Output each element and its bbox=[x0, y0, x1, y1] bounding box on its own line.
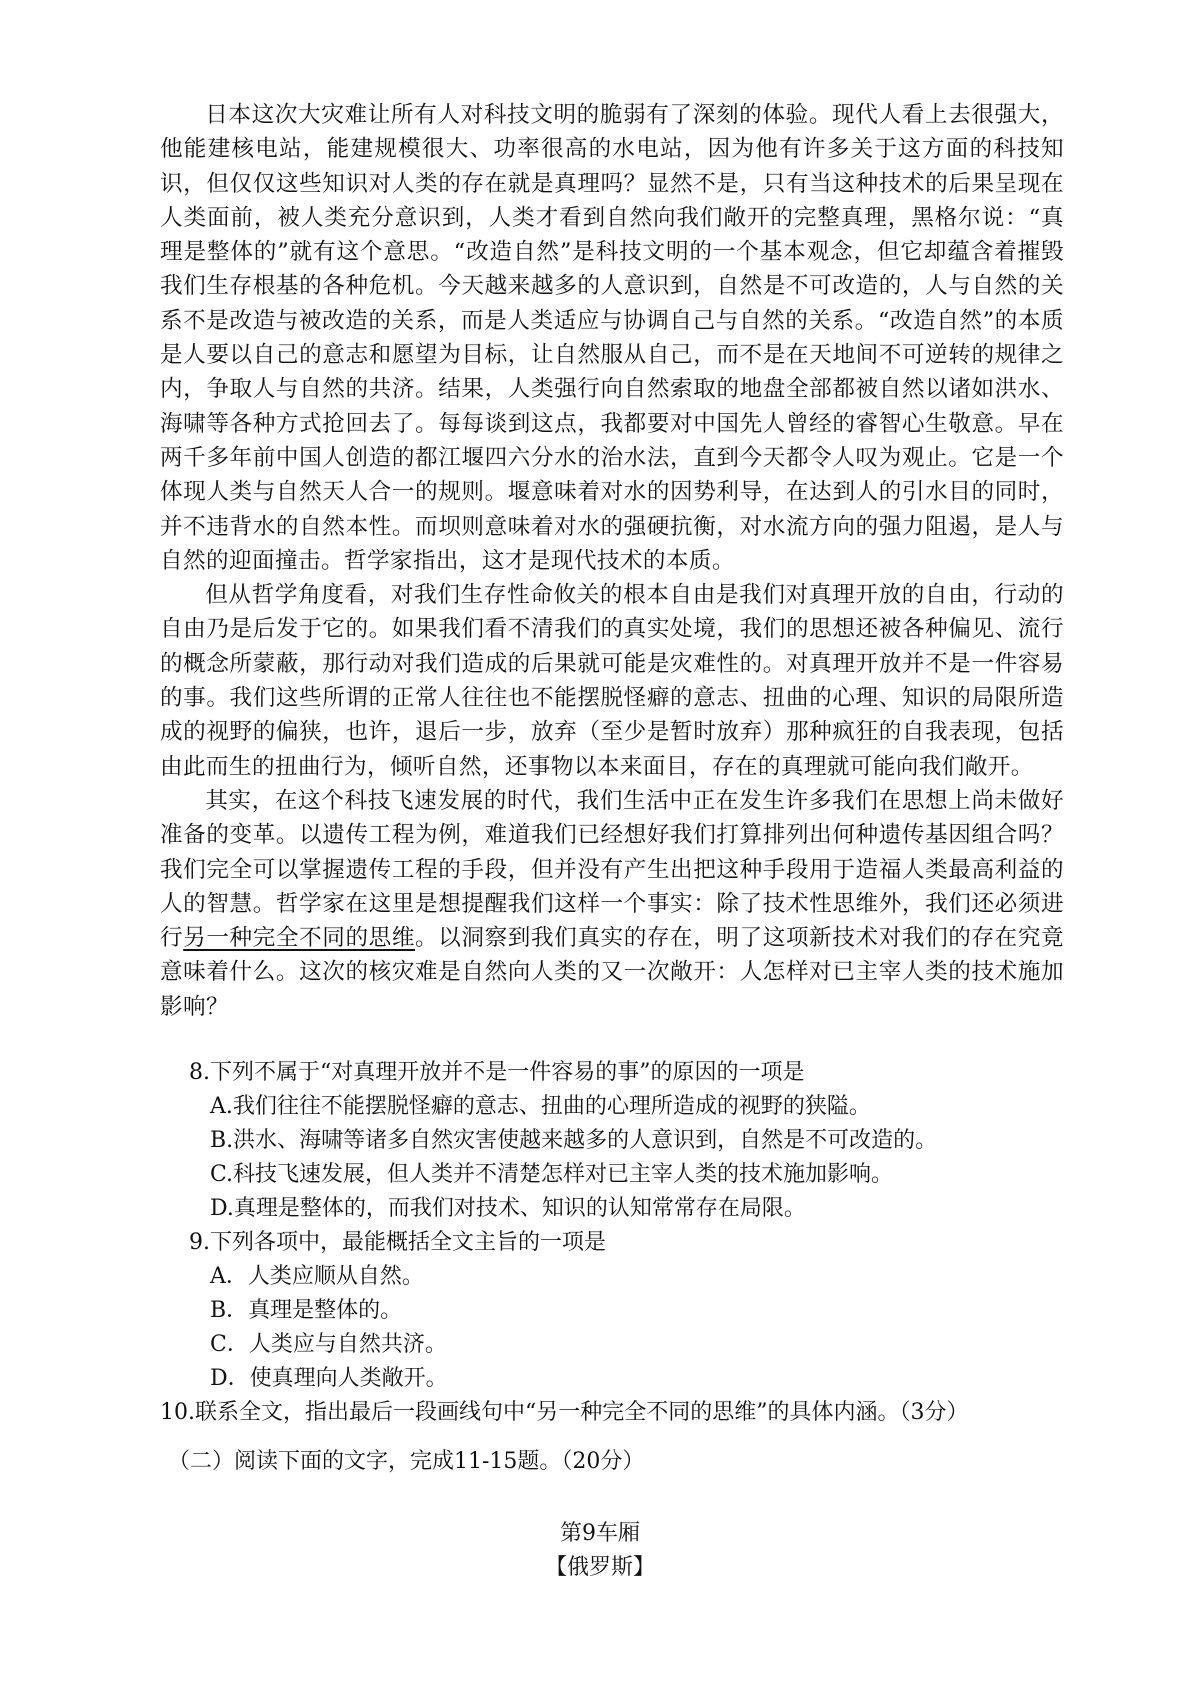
question-8-option-c: C.科技飞速发展，但人类并不清楚怎样对已主宰人类的技术施加影响。 bbox=[210, 1162, 894, 1187]
section-heading: （二）阅读下面的文字，完成11-15题。（20分） bbox=[168, 1449, 645, 1474]
question-9-option-c: C．人类应与自然共济。 bbox=[210, 1332, 447, 1357]
question-9-option-b: B．真理是整体的。 bbox=[210, 1298, 403, 1323]
question-9-stem: 9.下列各项中，最能概括全文主旨的一项是 bbox=[189, 1230, 606, 1255]
question-9-option-d: D．使真理向人类敞开。 bbox=[210, 1366, 448, 1391]
story-title: 第9车厢 bbox=[560, 1521, 640, 1546]
paragraph-3-text-before: 其实，在这个科技飞速发展的时代，我们生活中正在发生许多我们在思想上尚未做好准备的变革。以遗传工程为例，难道我们已经想好我们打算排列出何种遗传基因组合吗？我们完全可以掌握遗传工程的手段，但并没有产生出把这种手段用于造福人类最高利益的人的智慧。哲学家在这里是想提醒我们这样一个事实：除了技术性思维外，我们还必须进行 bbox=[160, 787, 1064, 952]
paragraph-3-text-after: 。以洞察到我们真实的存在，明了这项新技术对我们的存在究竟意味着什么。这次的核灾难是自然向人类的又一次敞开：人怎样对已主宰人类的技术施加影响？ bbox=[160, 925, 1064, 1020]
question-list bbox=[160, 1056, 1080, 1430]
passage-paragraph-3 bbox=[160, 784, 1064, 1024]
passage-paragraph-2: 但从哲学角度看，对我们生存性命攸关的根本自由是我们对真理开放的自由，行动的自由乃是后发于它的。如果我们看不清我们的真实处境，我们的思想还被各种偏见、流行的概念所蒙蔽，那行动对我们造成的后果就可能是灾难性的。对真理开放并不是一件容易的事。我们这些所谓的正常人往往也不能摆脱怪癖的意志、扭曲的心理、知识的局限所造成的视野的偏狭，也许，退后一步，放弃（至少是暂时放弃）那种疯狂的自我表现，包括由此而生的扭曲行为，倾听自然，还事物以本来面目，存在的真理就可能向我们敞开。 bbox=[160, 582, 1064, 780]
question-8-option-b: B.洪水、海啸等诸多自然灾害使越来越多的人意识到，自然是不可改造的。 bbox=[210, 1128, 938, 1153]
question-10-stem: 10.联系全文，指出最后一段画线句中“另一种完全不同的思维”的具体内涵。（3分） bbox=[160, 1400, 969, 1425]
question-8-option-d: D.真理是整体的，而我们对技术、知识的认知常常存在局限。 bbox=[210, 1196, 806, 1221]
underlined-sentence: 另一种完全不同的思维 bbox=[183, 925, 416, 952]
passage-paragraph-1: 日本这次大灾难让所有人对科技文明的脆弱有了深刻的体验。现代人看上去很强大，他能建核电站，能建规模很大、功率很高的水电站，因为他有许多关于这方面的科技知识，但仅仅这些知识对人类的存在就是真理吗？显然不是，只有当这种技术的后果呈现在人类面前，被人类充分意识到，人类才看到自然向我们敞开的完整真理，黑格尔说：“真理是整体的”就有这个意思。“改造自然”是科技文明的一个基本观念，但它却蕴含着摧毁我们生存根基的各种危机。今天越来越多的人意识到，自然是不可改造的，人与自然的关系不是改造与被改造的关系，而是人类适应与协调自己与自然的关系。“改造自然”的本质是人要以自己的意志和愿望为目标，让自然服从自己，而不是在天地间不可逆转的规律之内，争取人与自然的共济。结果，人类强行向自然索取的地盘全部都被自然以诸如洪水、海啸等各种方式抢回去了。每每谈到这点，我都要对中国先人曾经的睿智心生敬意。早在两千多年前中国人创造的都江堰四六分水的治水法，直到今天都令人叹为观止。它是一个体现人类与自然天人合一的规则。堰意味着对水的因势利导，在达到人的引水目的同时，并不违背水的自然本性。而坝则意味着对水的强硬抗衡，对水流方向的强力阻遏，是人与自然的迎面撞击。哲学家指出，这才是现代技术的本质。 bbox=[160, 102, 1064, 574]
story-author-country: 【俄罗斯】 bbox=[544, 1555, 655, 1580]
reading-passage bbox=[160, 98, 1064, 1024]
question-8-option-a: A.我们往往不能摆脱怪癖的意志、扭曲的心理所造成的视野的狭隘。 bbox=[210, 1094, 871, 1119]
question-8-stem: 8.下列不属于“对真理开放并不是一件容易的事”的原因的一项是 bbox=[189, 1060, 805, 1085]
question-9-option-a: A．人类应顺从自然。 bbox=[210, 1264, 424, 1289]
